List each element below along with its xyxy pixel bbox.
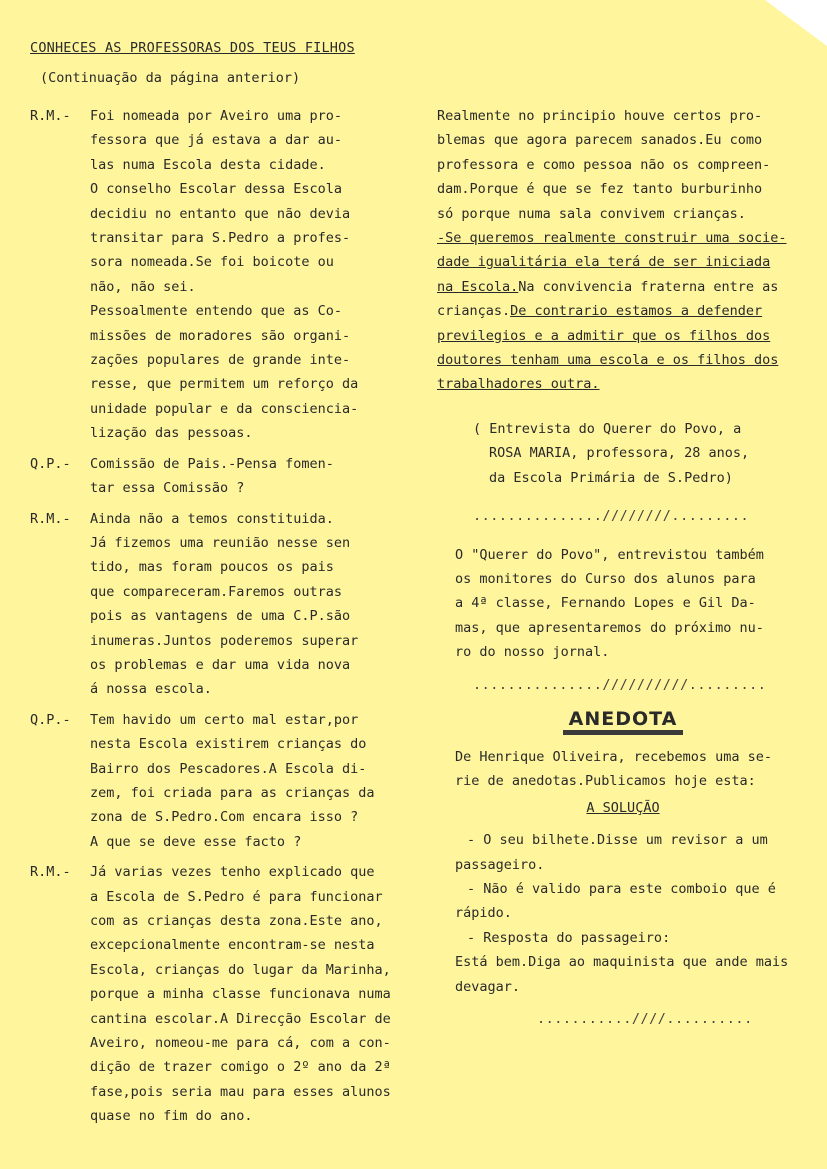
- question-text: Tem havido um certo mal estar,por nesta Escola existirem crianças do Bairro dos Pescadores.A Escola di- zem, foi criada para as crianças da zona de S.Pedro.Com encara isso ? A que se deve esse facto ?: [90, 711, 375, 850]
- right-column: [437, 104, 809, 1031]
- article-subtitle: (Continuação da página anterior): [40, 70, 301, 86]
- speaker-label: Q.P.-: [30, 711, 71, 728]
- interview-block: [30, 104, 420, 446]
- announcement-paragraph: O "Querer do Povo", entrevistou também os monitores do Curso dos alunos para a 4ª classe, Fernando Lopes e Gil Da- mas, que apresentaremos do próximo nu- ro do nosso jornal.: [455, 546, 764, 661]
- underlined-text: previlegios e a admitir que os filhos dos: [437, 327, 771, 344]
- answer-text: Foi nomeada por Aveiro uma pro- fessora que já estava a dar au- las numa Escola desta cidade. O conselho Escolar dessa Escola decidiu no entanto que não devia transitar para S.Pedro a profes- sora nomeada.Se foi boicote ou não, não sei. Pessoalmente entendo que as Co- missões de moradores são organi- zações populares de grande inte- resse, que permitem um reforço da unidade popular e da consciencia- lização das pessoas.: [90, 108, 359, 442]
- answer-text: Já varias vezes tenho explicado que a Escola de S.Pedro é para funcionar com as crianças desta zona.Este ano, excepcionalmente encontram-se nesta Escola, crianças do lugar da Marinha, porque a minha classe funcionava numa cantina escolar.A Direcção Escolar de Aveiro, nomeou-me para cá, com a con- dição de trazer comigo o 2º ano da 2ª fase,pois seria mau para esses alunos quase no fim do ano.: [90, 864, 391, 1125]
- interview-block: [30, 860, 420, 1128]
- underlined-text: na Escola.: [437, 278, 519, 295]
- separator-line: ...............//////////.........: [473, 676, 767, 693]
- anedota-intro: De Henrique Oliveira, recebemos uma se- rie de anedotas.Publicamos hoje esta:: [455, 748, 772, 790]
- interview-attribution: ( Entrevista do Querer do Povo, a ROSA MARIA, professora, 28 anos, da Escola Primária de S.Pedro): [473, 420, 750, 486]
- interview-block: [30, 507, 420, 702]
- article-title: CONHECES AS PROFESSORAS DOS TEUS FILHOS: [30, 40, 355, 56]
- anedota-subtitle: A SOLUÇÃO: [586, 799, 660, 816]
- underlined-text: dade igualitária ela terá de ser iniciada: [437, 254, 771, 271]
- underlined-text: -Se queremos realmente construir uma socie-: [437, 230, 787, 247]
- folded-corner: [765, 0, 827, 46]
- underlined-text: trabalhadores outra.: [437, 376, 600, 393]
- speaker-label: R.M.-: [30, 108, 71, 124]
- underlined-text: doutores tenham uma escola e os filhos dos: [437, 352, 779, 369]
- answer-text: Ainda não a temos constituida. Já fizemos uma reunião nesse sen tido, mas foram poucos os pais que compareceram.Faremos outras pois as vantagens de uma C.P.são inumeras.Juntos poderemos superar os problemas e dar uma vida nova á nossa escola.: [90, 510, 359, 698]
- speaker-label: Q.P.-: [30, 455, 71, 472]
- anedota-text: - O seu bilhete.Disse um revisor a um passageiro. - Não é valido para este comboio que é rápido. - Resposta do passageiro: Está bem.Diga ao maquinista que ande mais devagar.: [455, 832, 789, 995]
- separator-line: ...........////..........: [537, 1011, 753, 1027]
- left-column: [30, 104, 420, 1135]
- speaker-label: R.M.-: [30, 864, 71, 881]
- anedota-heading: ANEDOTA: [437, 707, 809, 731]
- interview-block: [30, 452, 420, 501]
- speaker-label: R.M.-: [30, 510, 71, 527]
- interview-block: [30, 708, 420, 854]
- answer-continuation: Realmente no principio houve certos pro- blemas que agora parecem sanados.Eu como professora e como pessoa não os compreen- dam.Porque é que se fez tanto burburinho só porque numa sala convivem crianças. -Se queremos realmente construir uma socie- dade igualitária ela terá de ser iniciada na Escola.Na convivencia fraterna entre as crianças.De contrario estamos a defender previlegios e a admitir que os filhos dos doutores tenham uma escola e os filhos dos trabalhadores outra.: [437, 104, 809, 397]
- underlined-text: De contrario estamos a defender: [510, 303, 763, 320]
- question-text: Comissão de Pais.-Pensa fomen- tar essa Comissão ?: [90, 455, 334, 497]
- separator-line: ...............////////.........: [473, 508, 750, 525]
